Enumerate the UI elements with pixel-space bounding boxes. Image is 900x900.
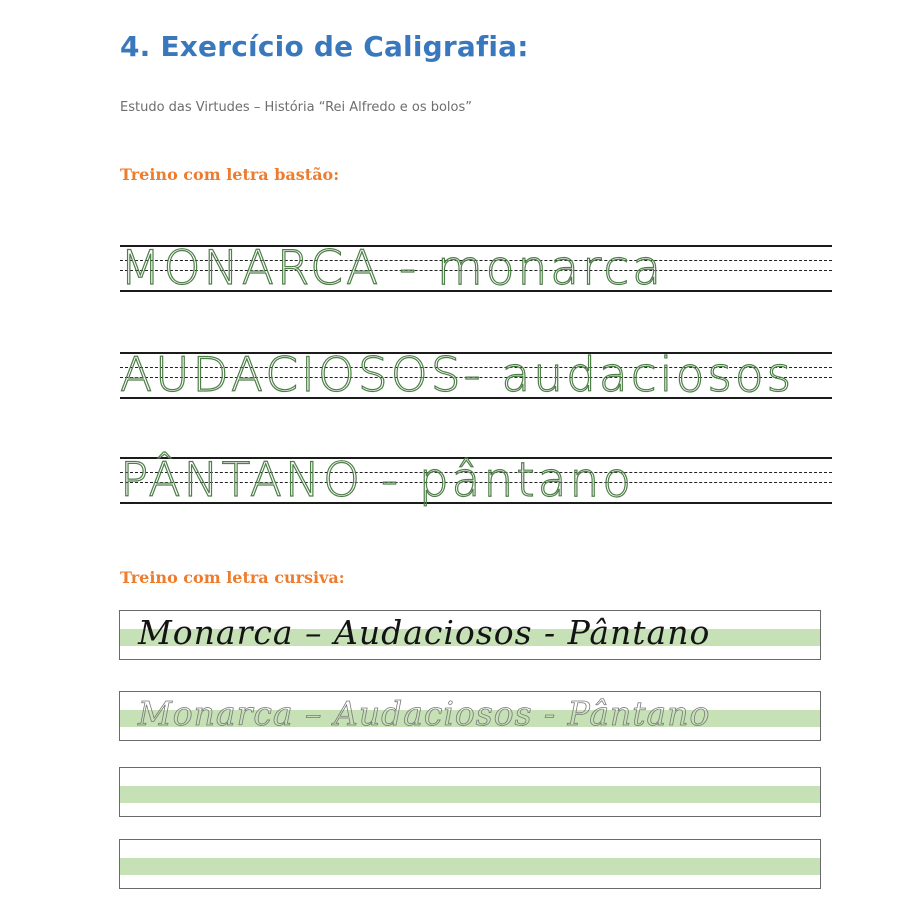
print-trace-row xyxy=(120,453,832,508)
trace-word: MONARCA - monarca xyxy=(120,241,665,296)
cursive-practice-box[interactable] xyxy=(119,839,821,889)
cursive-guide-band xyxy=(120,786,820,803)
trace-word: AUDACIOSOS- audaciosos xyxy=(120,348,795,403)
page-subtitle: Estudo das Virtudes – História “Rei Alfredo e os bolos” xyxy=(120,100,473,115)
print-trace-row xyxy=(120,241,832,296)
trace-word: PÂNTANO - pântano xyxy=(120,453,635,508)
cursive-guide-band xyxy=(120,858,820,875)
cursive-section-heading: Treino com letra cursiva: xyxy=(120,568,345,587)
cursive-model-box xyxy=(119,610,821,660)
print-section-heading: Treino com letra bastão: xyxy=(120,165,340,184)
page-title: 4. Exercício de Caligrafia: xyxy=(120,30,529,63)
cursive-trace-text: Monarca – Audaciosos - Pântano xyxy=(138,694,711,733)
print-trace-row xyxy=(120,348,832,403)
cursive-model-text: Monarca – Audaciosos - Pântano xyxy=(138,613,711,652)
cursive-trace-box xyxy=(119,691,821,741)
cursive-practice-box[interactable] xyxy=(119,767,821,817)
